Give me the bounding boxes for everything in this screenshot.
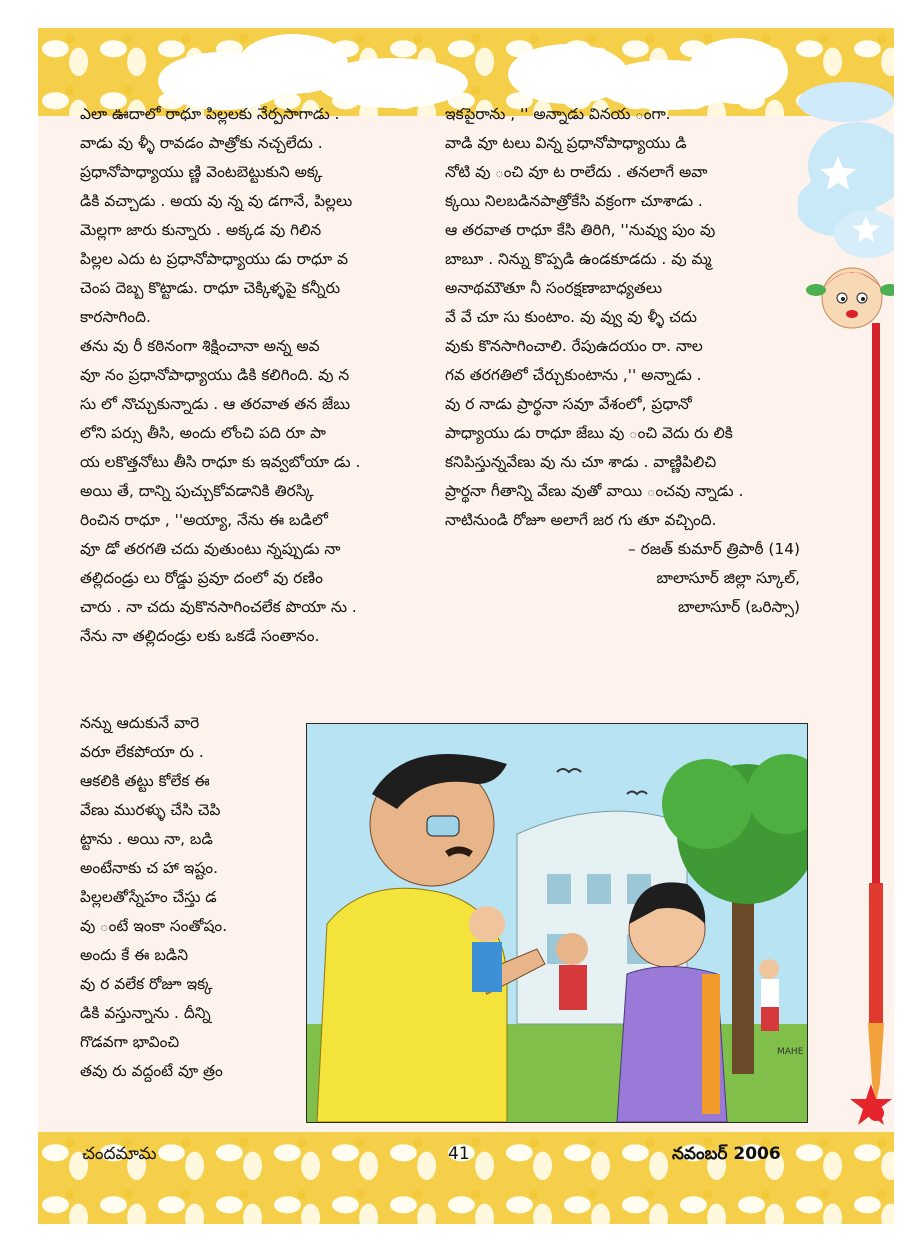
text-line: వూ నం ప్రధానోపాధ్యాయు డికి కలిగింది. వు న [80, 366, 350, 384]
text-line: తల్లిదండ్రు లు రోడ్డు ప్రవూ దంలో వు రణిం [80, 569, 323, 587]
text-line: వు ంటే ఇంకా సంతోషం. [80, 917, 228, 935]
text-line: పిల్లలతోస్నేహం చేస్తు డ [80, 888, 217, 906]
story-illustration [306, 723, 808, 1123]
right-text-column [445, 100, 800, 622]
text-line: తను వు రీ కఠినంగా శిక్షించానా అన్న అవ [80, 337, 320, 355]
text-line: య లకొత్తనోటు తీసి రాధూ కు ఇవ్వబోయా డు . [80, 453, 361, 471]
text-line: అంటేనాకు చ హా ఇష్టం. [80, 859, 218, 877]
text-line: అనాథమౌతూ నీ సంరక్షణాబాధ్యతలు [445, 279, 663, 297]
text-line: క్కయి నిలబడినపాత్రోకేసి వక్రంగా చూశాడు . [445, 192, 703, 210]
text-line: చెంప దెబ్బ కొట్టాడు. రాధూ చెక్కిళ్ళపై కన్నీరు [80, 279, 341, 297]
magazine-name: చందమామ [82, 1144, 157, 1164]
text-line: కనిపిస్తున్నవేణు వు ను చూ శాడు . వాణ్ణిపిలిచి [445, 453, 717, 471]
text-line: నోటి వు ంచి వూ ట రాలేదు . తనలాగే అవా [445, 163, 708, 181]
text-line: ఎలా ఊదాలో రాధూ పిల్లలకు నేర్పసాగాడు . [80, 105, 340, 123]
text-line: ఆకలికి తట్టు కోలేక ఈ [80, 772, 210, 790]
text-line: రించిన రాధూ , ''అయ్యా, నేను ఈ బడిలో [80, 511, 328, 529]
text-line: వేణు మురళ్ళు చేసి చెపి [80, 801, 221, 819]
text-line: ప్రార్థనా గీతాన్ని వేణు వుతో వాయి ంచవు న్నాడు . [445, 482, 744, 500]
text-line: వాడి వూ టలు విన్న ప్రధానోపాధ్యాయు డి [445, 134, 687, 152]
text-line: వరూ లేకపోయా రు . [80, 743, 204, 761]
text-line: ఇకపైరాను , '' అన్నాడు వినయ ంగా. [445, 105, 671, 123]
text-line: ట్టాను . అయి నా, బడి [80, 830, 213, 848]
text-line: వాడు వు ళ్ళీ రావడం పాత్రోకు నచ్చలేదు . [80, 134, 323, 152]
text-line: గవ తరగతిలో చేర్చుకుంటాను ,'' అన్నాడు . [445, 366, 702, 384]
text-line: లోని పర్సు తీసి, అందు లోంచి పది రూ పా [80, 424, 326, 442]
doll-face-icon [806, 250, 894, 340]
issue-date: నవంబర్ 2006 [672, 1144, 781, 1164]
author-school: బాలాసూర్ జిల్లా స్కూల్, [656, 569, 800, 587]
narrow-text-column [80, 709, 320, 1086]
author-credit: – రజత్ కుమార్ త్రిపాఠీ (14) [628, 540, 800, 558]
text-line: వే వే చూ సు కుంటాం. వు వ్వు వు ళ్ళీ చదు [445, 308, 697, 326]
text-line: బాబూ . నిన్ను కొప్పడి ఉండకూడదు . వు మ్మ [445, 250, 712, 268]
text-line: నన్ను ఆదుకునే వారె [80, 714, 200, 732]
pencil-doll-decoration [858, 283, 894, 1123]
text-line: వుకు కొనసాగించాలి. రేపుఉదయం రా. నాల [445, 337, 703, 355]
star-cloud-decoration [798, 106, 894, 266]
text-line: డికి వస్తున్నాను . దీన్ని [80, 1004, 211, 1022]
cloud-decoration [688, 38, 788, 104]
text-line: వు ర నాడు ప్రార్థనా సవూ వేశంలో, ప్రధానో [445, 395, 692, 413]
text-line: పాధ్యాయు డు రాధూ జేబు వు ంచి వెదు రు లికి [445, 424, 733, 442]
text-line: అందు కే ఈ బడిని [80, 946, 189, 964]
text-line: నాటినుండి రోజూ అలాగే జర గు తూ వచ్చింది. [445, 511, 717, 529]
text-line: చారు . నా చదు వుకొనసాగించలేక పొయా ను . [80, 598, 357, 616]
text-line: మెల్లగా జారు కున్నారు . అక్కడ వు గిలిన [80, 221, 322, 239]
text-line: తవు రు వద్దంటే వూ త్రం [80, 1062, 223, 1080]
text-line: అయి తే, దాన్ని పుచ్చుకోవడానికి తిరస్కి [80, 482, 314, 500]
text-line: సు లో నొచ్చుకున్నాడు . ఆ తరవాత తన జేబు [80, 395, 351, 413]
text-line: వూ డో తరగతి చదు వుతుంటు న్నప్పుడు నా [80, 540, 341, 558]
text-line: పిల్లల ఎదు ట ప్రధానోపాధ్యాయు డు రాధూ వ [80, 250, 349, 268]
text-line: డికి వచ్చాడు . అయ వు న్న వు డగానే, పిల్లలు [80, 192, 353, 210]
text-line: కారసాగింది. [80, 308, 151, 326]
text-line: వు ర వలేక రోజూ ఇక్క [80, 975, 213, 993]
text-line: నేను నా తల్లిదండ్రు లకు ఒకడే సంతానం. [80, 627, 320, 645]
illustration-scene [307, 724, 807, 1122]
author-place: బాలాసూర్ (ఒరిస్సా) [677, 598, 800, 616]
artist-signature: MAHE [777, 1047, 804, 1057]
text-line: ప్రధానోపాధ్యాయు ణ్ణి వెంటబెట్టుకుని అక్క [80, 163, 323, 181]
text-line: ఆ తరవాత రాధూ కేసి తిరిగి, ''నువ్వు పుం వు [445, 221, 716, 239]
page-number: 41 [448, 1144, 470, 1164]
text-line: గొడవగా భావించి [80, 1033, 180, 1051]
left-text-column [80, 100, 460, 651]
red-star-icon [848, 1082, 894, 1128]
